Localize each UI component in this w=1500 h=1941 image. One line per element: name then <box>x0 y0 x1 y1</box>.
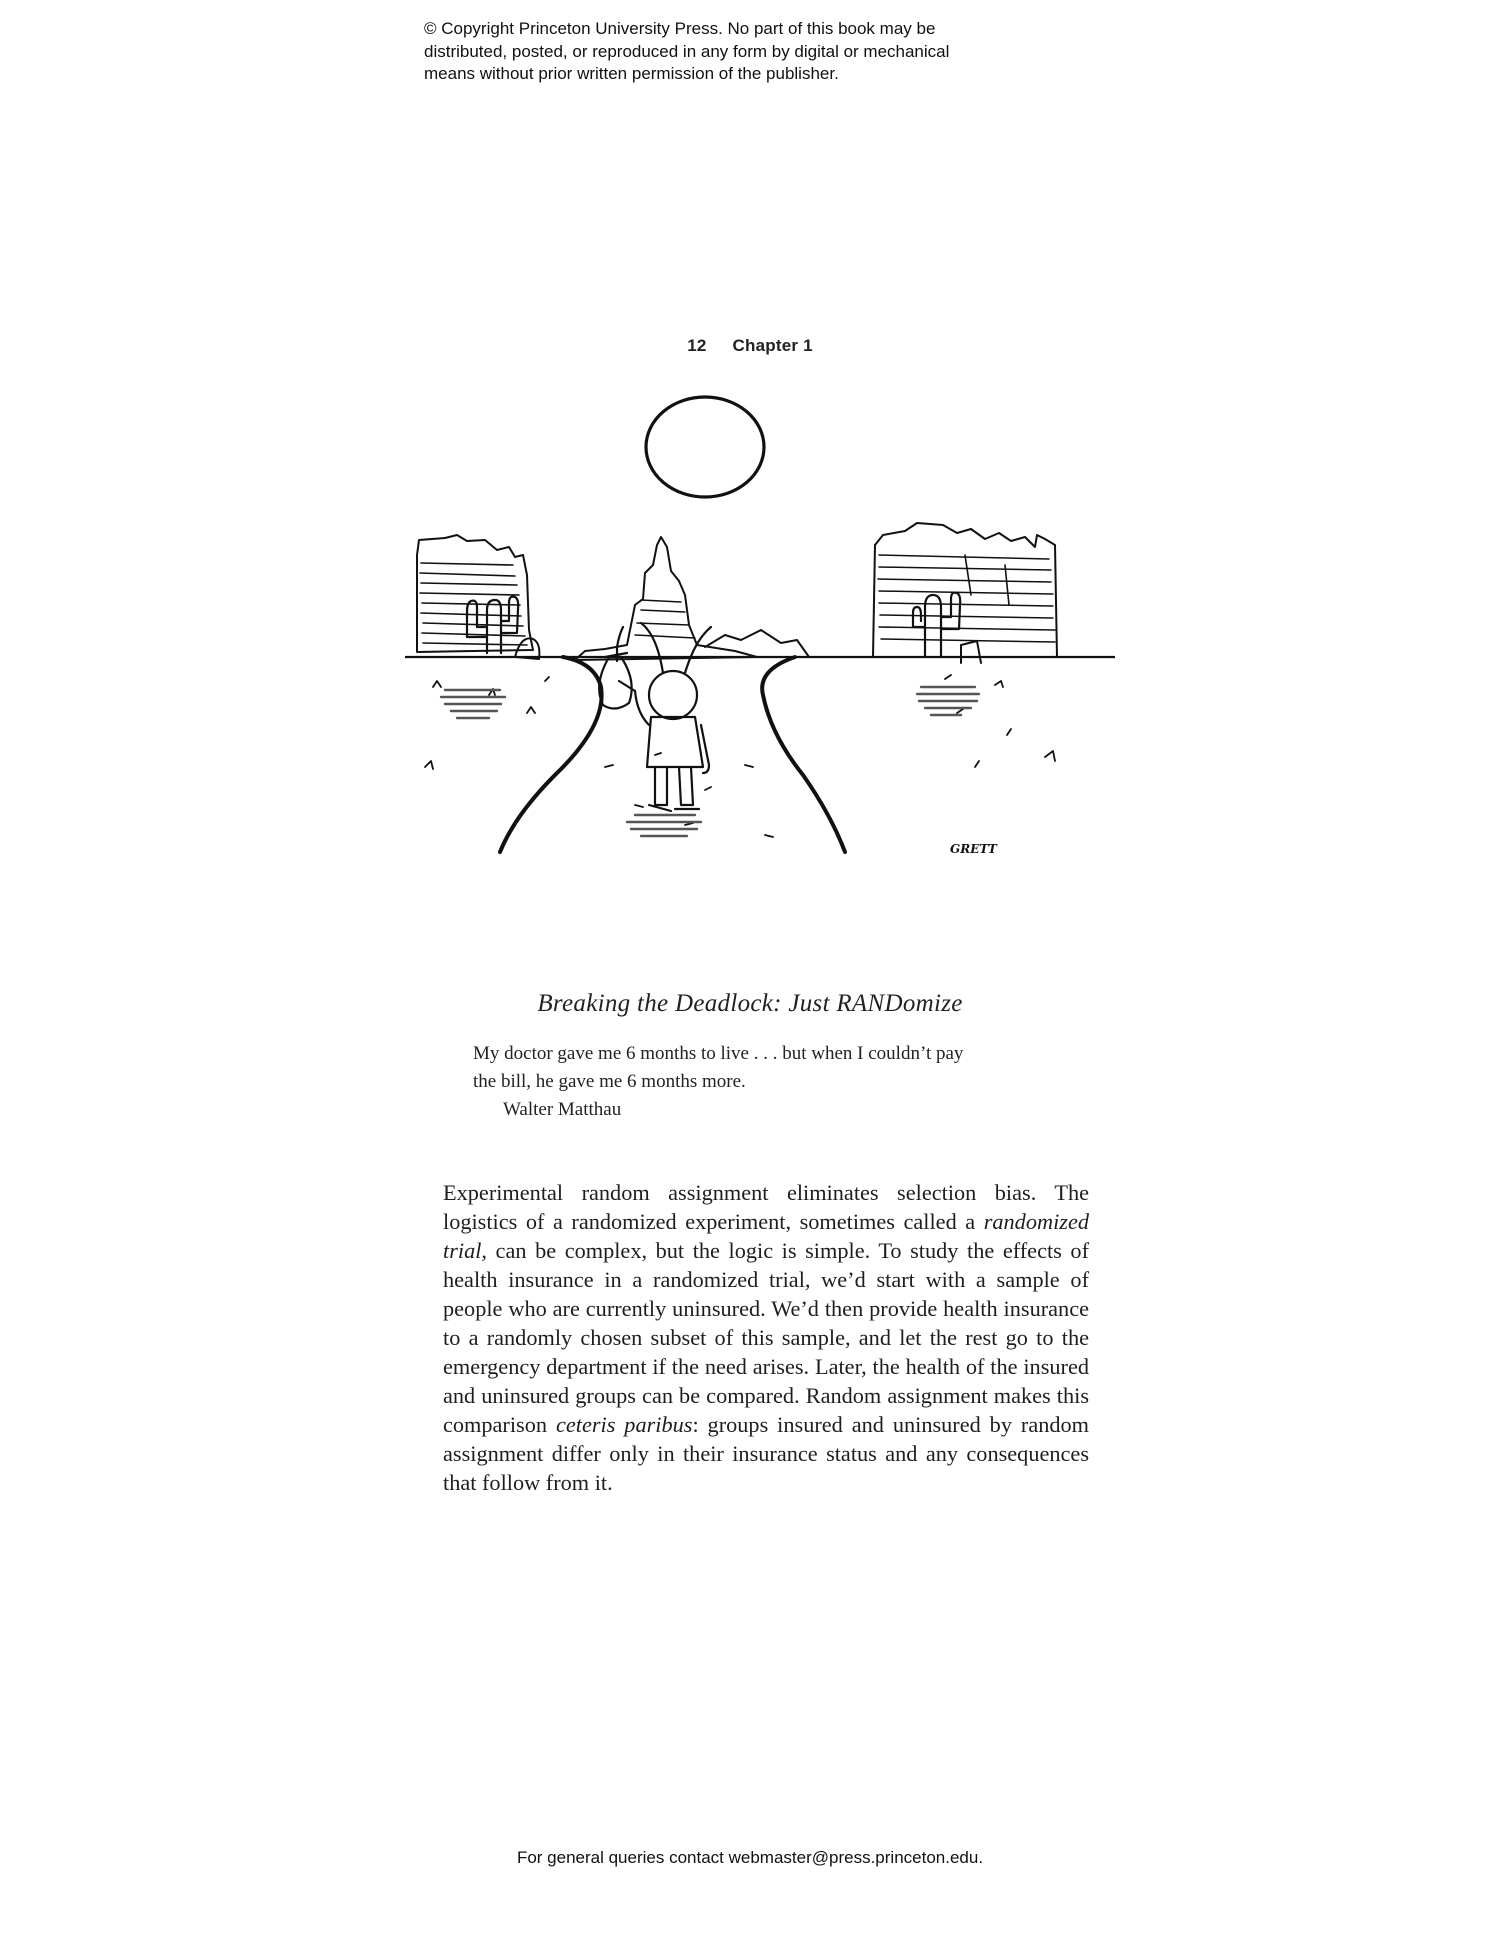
epigraph-attribution: Walter Matthau <box>503 1099 622 1120</box>
section-title: Breaking the Deadlock: Just RANDomize <box>537 990 963 1017</box>
right-cactus <box>913 593 960 657</box>
left-mesa <box>417 535 533 652</box>
body-paragraph <box>443 1178 1089 1497</box>
body-text-segment: can be complex, but the logic is simple. To study the effects of health insurance in a randomized trial, we’d start with a sample of people who are currently uninsured. We’d then provide health insurance to a randomly chosen subset of this sample, and let the rest go to the emergency department if the need arises. Later, the health of the insured and uninsured groups can be compared. Random assignment makes this comparison <box>443 1238 1089 1437</box>
epigraph-quote-line: My doctor gave me 6 months to live . . . but when I couldn’t pay <box>473 1043 964 1064</box>
center-mesa <box>575 537 809 660</box>
character <box>619 623 711 811</box>
epigraph-quote-line: the bill, he gave me 6 months more. <box>473 1071 746 1092</box>
copyright-notice <box>424 18 1064 86</box>
footer-contact: For general queries contact webmaster@press.princeton.edu. <box>516 1848 984 1867</box>
epigraph <box>473 1040 1093 1124</box>
copyright-line: means without prior written permission of the publisher. <box>424 64 839 83</box>
running-head <box>0 336 1500 356</box>
road-right-edge <box>762 657 845 852</box>
cartoon-illustration <box>405 395 1115 895</box>
sun <box>646 397 764 497</box>
page-number: 12 <box>687 336 707 355</box>
body-text-segment: : groups insured and uninsured by random assignment differ only in their insurance status and any consequences that follow from it. <box>443 1412 1090 1495</box>
copyright-line: © Copyright Princeton University Press. No part of this book may be <box>424 19 936 38</box>
chapter-label: Chapter 1 <box>732 336 813 355</box>
copyright-line: distributed, posted, or reproduced in any form by digital or mechanical <box>424 41 950 61</box>
body-term-randomized-trial: randomized trial, <box>443 1209 1089 1263</box>
right-mesa <box>873 523 1057 657</box>
road-left-edge <box>500 657 602 852</box>
body-term-ceteris-paribus: ceteris paribus <box>555 1412 693 1437</box>
body-text-segment: Experimental random assignment eliminates selection bias. The logistics of a randomized experiment, sometimes called a <box>443 1180 1089 1234</box>
artist-signature: GRETT <box>950 842 997 856</box>
